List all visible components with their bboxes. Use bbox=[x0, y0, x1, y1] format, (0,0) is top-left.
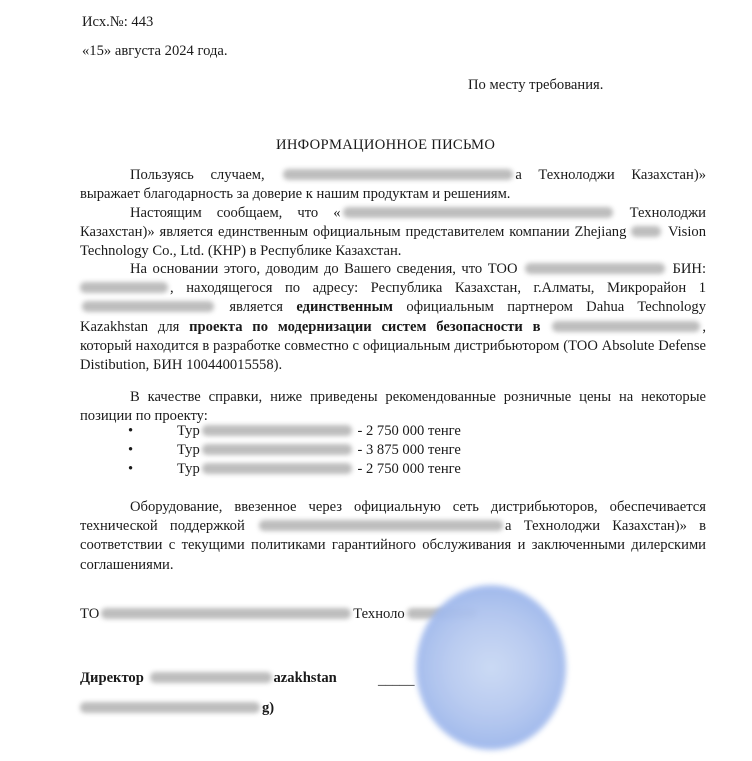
redacted-item-name bbox=[202, 425, 352, 436]
letter-title: ИНФОРМАЦИОННОЕ ПИСЬМО bbox=[276, 137, 496, 153]
director-title: Директор bbox=[80, 670, 144, 686]
price-item-name: Тур bbox=[177, 461, 200, 477]
p3-text-c: , находящегося по адресу: Республика Казахстан, г.Алматы, Микрорайон bbox=[170, 280, 687, 297]
p5-text-c: а Технолоджи Казахстан)» в bbox=[505, 518, 707, 535]
bullet-icon: • bbox=[128, 442, 134, 458]
p1-text-a: Пользуясь случаем, bbox=[130, 167, 265, 183]
signature-name bbox=[80, 700, 274, 717]
p3-text-i: проекта по модернизации систем безопасности в bbox=[189, 318, 541, 335]
signature-organization bbox=[80, 606, 479, 623]
p3-text-l: Defense Distibution, БИН 100440015558). bbox=[80, 337, 706, 374]
p3-text-k: который находится в разработке совместно с официальным дистрибьютором (ТОО Absolute bbox=[80, 337, 655, 354]
director-company-tail: azakhstan bbox=[273, 670, 337, 686]
price-item-price: - 3 875 000 тенге bbox=[357, 442, 461, 458]
price-item-price: - 2 750 000 тенге bbox=[357, 461, 461, 477]
signature-line: _____ bbox=[378, 672, 415, 688]
redacted-company-name bbox=[343, 207, 613, 218]
reference-number: Исх.№: 443 bbox=[82, 14, 154, 30]
p5-text-b: технической поддержкой bbox=[80, 518, 245, 535]
redacted-org-name bbox=[101, 608, 351, 619]
p3-text-b: БИН: bbox=[672, 261, 706, 277]
p3-text-e: является bbox=[229, 299, 283, 316]
p1-text-b: а Технолоджи Казахстан)» bbox=[515, 167, 706, 183]
letter-date: «15» августа 2024 года. bbox=[82, 43, 228, 59]
redacted-bin bbox=[80, 282, 168, 293]
p3-text-g: официальным партнером Dahua Technology bbox=[406, 299, 707, 316]
signature-director bbox=[80, 670, 337, 687]
p1-text-c: выражает благодарность за доверие к нашим продуктам и решениям. bbox=[80, 186, 511, 203]
paragraph-gratitude bbox=[80, 166, 706, 204]
addressee: По месту требования. bbox=[468, 77, 604, 93]
p3-text-j: , bbox=[702, 318, 706, 335]
p5-text-a: Оборудование, ввезенное через официальную сеть дистрибьюторов, обеспечивается bbox=[130, 499, 706, 515]
paragraph-support bbox=[80, 498, 706, 575]
paragraph-prices-intro bbox=[80, 388, 706, 426]
p5-text-d: соответствии с текущими политиками гарантийного обслуживания и заключенными bbox=[80, 537, 625, 554]
name-tail: g) bbox=[262, 700, 275, 716]
paragraph-partner bbox=[80, 260, 706, 375]
redacted-word bbox=[631, 226, 661, 237]
redacted-company-name bbox=[283, 169, 513, 180]
price-item-name: Тур bbox=[177, 442, 200, 458]
p3-text-d: 1 bbox=[698, 280, 706, 297]
p2-text-a: Настоящим сообщаем, что « bbox=[130, 205, 341, 221]
org-text-b: Техноло bbox=[353, 606, 405, 622]
p2-text-c: Казахстан)» является единственным официальным представителем компании Zhejiang bbox=[80, 224, 627, 241]
redacted-item-name bbox=[202, 444, 352, 455]
p3-text-f: единственным bbox=[296, 299, 393, 316]
p2-text-b: Технолоджи bbox=[629, 205, 706, 221]
redacted-project-location bbox=[552, 321, 700, 332]
p2-text-d: Vision Technology Co., Ltd. (КНР) в Республике Казахстан. bbox=[80, 224, 706, 260]
price-item-line bbox=[177, 423, 461, 440]
redacted-director-name bbox=[80, 702, 260, 713]
p4-text-a: В качестве справки, ниже приведены рекомендованные розничные цены на bbox=[130, 389, 634, 405]
price-item-line bbox=[177, 461, 461, 478]
bullet-icon: • bbox=[128, 461, 134, 477]
p3-text-a: На основании этого, доводим до Вашего сведения, что ТОО bbox=[130, 261, 518, 277]
redacted-address bbox=[82, 301, 214, 312]
redacted-item-name bbox=[202, 463, 352, 474]
p4-text-b: некоторые позиции по проекту: bbox=[80, 389, 706, 425]
bullet-icon: • bbox=[128, 423, 134, 439]
p5-text-e: дилерскими соглашениями. bbox=[80, 537, 706, 573]
price-item-name: Тур bbox=[177, 423, 200, 439]
redacted-partner-name bbox=[525, 263, 665, 274]
paragraph-representative bbox=[80, 204, 706, 262]
company-stamp bbox=[416, 585, 566, 750]
redacted-company-name bbox=[259, 520, 503, 531]
price-item-price: - 2 750 000 тенге bbox=[357, 423, 461, 439]
p3-text-h: Kazakhstan для bbox=[80, 318, 180, 335]
redacted-director-company bbox=[150, 672, 272, 683]
org-text-a: ТО bbox=[80, 606, 100, 622]
price-item-line bbox=[177, 442, 461, 459]
